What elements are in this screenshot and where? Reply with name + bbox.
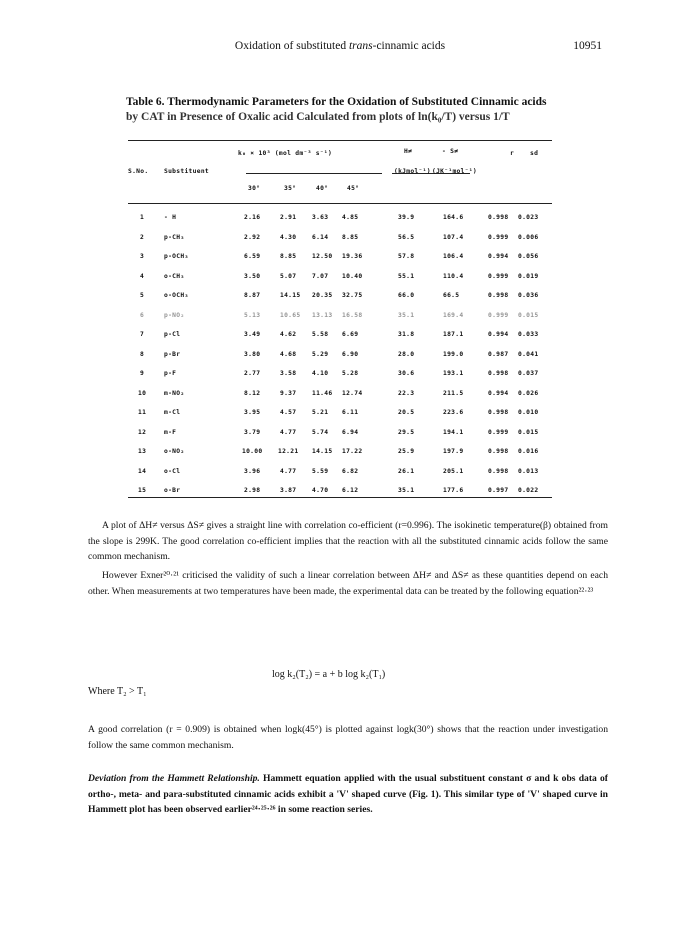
cell-sd: 0.016 xyxy=(518,448,539,455)
header-substituent: Substituent xyxy=(164,168,210,175)
cell-sd: 0.015 xyxy=(518,428,539,436)
cell-substituent: p-CH₃ xyxy=(164,233,185,241)
cell-k45: 19.36 xyxy=(342,253,363,260)
cell-substituent: m-Cl xyxy=(164,409,181,416)
paragraph-correlation xyxy=(88,722,608,753)
cell-k35: 4.77 xyxy=(280,428,297,436)
header-temp-30: 30° xyxy=(248,185,261,192)
cell-k35: 4.68 xyxy=(280,350,297,358)
cell-sno: 3 xyxy=(140,253,145,260)
cell-s: 164.6 xyxy=(443,214,464,221)
cell-r: 0.994 xyxy=(488,253,509,260)
cell-sno: 14 xyxy=(138,467,147,475)
running-header-suffix: -cinnamic acids xyxy=(372,40,446,52)
cell-substituent: o-CH₃ xyxy=(164,272,185,280)
cell-sd: 0.033 xyxy=(518,331,539,338)
paragraph-exner xyxy=(88,568,608,599)
cell-s: 193.1 xyxy=(443,370,464,377)
cell-sno: 1 xyxy=(140,214,145,221)
paragraph-2-text: However Exner²⁰·²¹ criticised the validity of such a linear correlation between ΔH≠ and ΔS≠ as these quantities depend on each other. When measurements at two temperatures have been made, the experimental data can be treated by the following equation²²·²³ xyxy=(88,570,608,597)
cell-r: 0.999 xyxy=(488,233,509,241)
cell-k30: 8.87 xyxy=(244,292,261,299)
header-temp-40: 40° xyxy=(316,185,329,192)
cell-k40: 5.59 xyxy=(312,467,329,475)
cell-r: 0.998 xyxy=(488,467,509,475)
header-k-group: k₀ × 10³ (mol dm⁻³ s⁻¹) xyxy=(238,150,333,157)
cell-substituent: p-F xyxy=(164,370,177,377)
cell-k40: 6.14 xyxy=(312,233,329,241)
cell-h: 39.9 xyxy=(398,214,415,221)
cell-k40: 5.21 xyxy=(312,409,329,416)
table-row xyxy=(128,351,552,365)
cell-k45: 6.69 xyxy=(342,331,359,338)
cell-k40: 4.70 xyxy=(312,487,329,494)
paragraph-isokinetic xyxy=(88,518,608,565)
cell-k45: 6.94 xyxy=(342,428,359,436)
cell-substituent: o-Br xyxy=(164,487,181,494)
cell-s: 205.1 xyxy=(443,467,464,475)
table-header-rule xyxy=(128,203,552,204)
cell-k30: 5.13 xyxy=(244,311,261,319)
cell-k45: 6.82 xyxy=(342,467,359,475)
cell-substituent: m-F xyxy=(164,428,177,436)
cell-h: 56.5 xyxy=(398,233,415,241)
cell-r: 0.998 xyxy=(488,448,509,455)
k-group-rule xyxy=(246,173,382,174)
cell-h: 35.1 xyxy=(398,311,415,319)
cell-k45: 8.85 xyxy=(342,233,359,241)
cell-r: 0.987 xyxy=(488,350,509,358)
cell-k30: 3.50 xyxy=(244,272,261,280)
paragraph-4 xyxy=(88,771,608,818)
table-row xyxy=(128,370,552,384)
cell-substituent: o-OCH₃ xyxy=(164,292,189,299)
cell-k35: 3.58 xyxy=(280,370,297,377)
cell-s: 107.4 xyxy=(443,233,464,241)
cell-sno: 7 xyxy=(140,331,145,338)
cell-sno: 6 xyxy=(140,311,145,319)
table-row xyxy=(128,214,552,228)
header-r: r xyxy=(510,150,515,157)
cell-k35: 10.65 xyxy=(280,311,301,319)
cell-k40: 13.13 xyxy=(312,311,333,319)
cell-substituent: p-Br xyxy=(164,350,181,358)
header-temp-45: 45° xyxy=(347,185,360,192)
table-row xyxy=(128,468,552,482)
table-row xyxy=(128,409,552,423)
cell-sd: 0.010 xyxy=(518,409,539,416)
cell-sd: 0.036 xyxy=(518,292,539,299)
cell-k45: 32.75 xyxy=(342,292,363,299)
cell-k35: 12.21 xyxy=(278,448,299,455)
cell-sd: 0.019 xyxy=(518,272,539,280)
header-h-unit: (kJmol⁻¹) xyxy=(394,168,431,175)
cell-s: 110.4 xyxy=(443,272,464,280)
cell-h: 25.9 xyxy=(398,448,415,455)
cell-k35: 4.57 xyxy=(280,409,297,416)
cell-k30: 8.12 xyxy=(244,389,261,397)
cell-k45: 6.12 xyxy=(342,487,359,494)
cell-sno: 5 xyxy=(140,292,145,299)
cell-r: 0.999 xyxy=(488,428,509,436)
cell-substituent: - H xyxy=(164,214,177,221)
cell-k45: 6.11 xyxy=(342,409,359,416)
cell-k30: 3.80 xyxy=(244,350,261,358)
cell-s: 66.5 xyxy=(443,292,460,299)
cell-k30: 2.98 xyxy=(244,487,261,494)
cell-s: 106.4 xyxy=(443,253,464,260)
cell-substituent: o-NO₂ xyxy=(164,448,185,455)
cell-sd: 0.023 xyxy=(518,214,539,221)
paragraph-4-body: Hammett equation applied with the usual substituent constant σ and k obs data of ortho-, meta- and para-substituted cinnamic acids exhibit a 'V' shaped curve (Fig. 1). This similar type of 'V' shaped curve in Hammett plot has been observed earlier²⁴·²⁵·²⁶ in some reaction series. xyxy=(88,773,609,815)
cell-sno: 11 xyxy=(138,409,147,416)
cell-s: 169.4 xyxy=(443,311,464,319)
cell-r: 0.998 xyxy=(488,409,509,416)
cell-k40: 5.29 xyxy=(312,350,329,358)
cell-sd: 0.022 xyxy=(518,487,539,494)
cell-k30: 3.96 xyxy=(244,467,261,475)
cell-k40: 4.10 xyxy=(312,370,329,377)
page-number: 10951 xyxy=(573,40,602,52)
cell-k40: 14.15 xyxy=(312,448,333,455)
cell-k45: 12.74 xyxy=(342,389,363,397)
cell-sno: 2 xyxy=(140,233,145,241)
header-s-unit: (JK⁻¹mol⁻¹) xyxy=(432,168,478,175)
cell-s: 199.0 xyxy=(443,350,464,358)
paragraph-4-heading: Deviation from the Hammett Relationship. xyxy=(88,773,260,784)
cell-sno: 9 xyxy=(140,370,145,377)
cell-sno: 4 xyxy=(140,272,145,280)
cell-k30: 6.59 xyxy=(244,253,261,260)
cell-k45: 6.90 xyxy=(342,350,359,358)
cell-k30: 3.49 xyxy=(244,331,261,338)
paragraph-1-text: A plot of ΔH≠ versus ΔS≠ gives a straight line with correlation co-efficient (r=0.996). The isokinetic temperature(β) obtained from the slope is 299K. The good correlation co-efficient implies that the reaction with all the substituted cinnamic acids follow the same common mechanism. xyxy=(88,520,608,562)
cell-k45: 5.28 xyxy=(342,370,359,377)
cell-sd: 0.006 xyxy=(518,233,539,241)
table-row xyxy=(128,292,552,306)
cell-substituent: p-OCH₃ xyxy=(164,253,189,260)
cell-r: 0.994 xyxy=(488,331,509,338)
table-row xyxy=(128,234,552,248)
table-row xyxy=(128,253,552,267)
header-sd: sd xyxy=(530,150,539,157)
cell-k30: 10.00 xyxy=(242,448,263,455)
cell-k40: 7.07 xyxy=(312,272,329,280)
cell-s: 223.6 xyxy=(443,409,464,416)
cell-k30: 2.16 xyxy=(244,214,261,221)
table-row xyxy=(128,487,552,501)
cell-sd: 0.015 xyxy=(518,311,539,319)
paragraph-3-text: A good correlation (r = 0.909) is obtained when logk(45°) is plotted against logk(30°) shows that the reaction under investigation follow the same common mechanism. xyxy=(88,724,608,751)
table-row xyxy=(128,273,552,287)
equation: log k₂(T₂) = a + b log k₂(T₁) xyxy=(272,669,386,680)
cell-s: 187.1 xyxy=(443,331,464,338)
cell-h: 57.8 xyxy=(398,253,415,260)
cell-k35: 5.07 xyxy=(280,272,297,280)
cell-k35: 4.62 xyxy=(280,331,297,338)
cell-k35: 3.87 xyxy=(280,487,297,494)
cell-h: 35.1 xyxy=(398,487,415,494)
header-sno: S.No. xyxy=(128,168,149,175)
cell-h: 30.6 xyxy=(398,370,415,377)
cell-s: 177.6 xyxy=(443,487,464,494)
table-top-rule xyxy=(128,140,552,141)
cell-s: 197.9 xyxy=(443,448,464,455)
header-s: - S≠ xyxy=(442,148,459,155)
table-row xyxy=(128,390,552,404)
cell-k35: 4.77 xyxy=(280,467,297,475)
running-header-italic: trans xyxy=(348,40,373,52)
cell-r: 0.998 xyxy=(488,214,509,221)
cell-k40: 3.63 xyxy=(312,214,329,221)
cell-h: 28.0 xyxy=(398,350,415,358)
table-row xyxy=(128,448,552,462)
cell-r: 0.998 xyxy=(488,292,509,299)
cell-k40: 5.58 xyxy=(312,331,329,338)
table-row xyxy=(128,429,552,443)
cell-r: 0.998 xyxy=(488,370,509,377)
cell-sd: 0.041 xyxy=(518,350,539,358)
cell-k30: 2.92 xyxy=(244,233,261,241)
cell-k30: 2.77 xyxy=(244,370,261,377)
cell-k35: 2.91 xyxy=(280,214,297,221)
cell-k30: 3.79 xyxy=(244,428,261,436)
table-caption: Table 6. Thermodynamic Parameters for the Oxidation of Substituted Cinnamic acids xyxy=(126,96,547,108)
cell-k40: 5.74 xyxy=(312,428,329,436)
cell-k30: 3.95 xyxy=(244,409,261,416)
cell-k40: 11.46 xyxy=(312,389,333,397)
cell-k45: 17.22 xyxy=(342,448,363,455)
cell-s: 211.5 xyxy=(443,389,464,397)
cell-r: 0.994 xyxy=(488,389,509,397)
cell-h: 66.0 xyxy=(398,292,415,299)
cell-substituent: p-Cl xyxy=(164,331,181,338)
cell-substituent: o-Cl xyxy=(164,467,181,475)
table-subcaption: by CAT in Presence of Oxalic acid Calculated from plots of ln(k₀/T) versus 1/T xyxy=(126,111,510,123)
cell-h: 22.3 xyxy=(398,389,415,397)
cell-k45: 10.40 xyxy=(342,272,363,280)
cell-h: 26.1 xyxy=(398,467,415,475)
cell-k40: 20.35 xyxy=(312,292,333,299)
cell-k35: 4.30 xyxy=(280,233,297,241)
cell-sd: 0.013 xyxy=(518,467,539,475)
cell-h: 29.5 xyxy=(398,428,415,436)
cell-k40: 12.50 xyxy=(312,253,333,260)
cell-r: 0.999 xyxy=(488,311,509,319)
cell-substituent: p-NO₂ xyxy=(164,311,185,319)
table-row xyxy=(128,312,552,326)
cell-k35: 8.85 xyxy=(280,253,297,260)
cell-r: 0.997 xyxy=(488,487,509,494)
paragraph-hammett xyxy=(88,771,608,818)
cell-sd: 0.056 xyxy=(518,253,539,260)
cell-k35: 9.37 xyxy=(280,389,297,397)
cell-k45: 4.85 xyxy=(342,214,359,221)
cell-h: 20.5 xyxy=(398,409,415,416)
running-header-prefix: Oxidation of substituted xyxy=(234,40,349,52)
cell-r: 0.999 xyxy=(488,272,509,280)
header-temp-35: 35° xyxy=(284,185,297,192)
cell-s: 194.1 xyxy=(443,428,464,436)
cell-sd: 0.037 xyxy=(518,370,539,377)
cell-sno: 12 xyxy=(138,428,147,436)
cell-k35: 14.15 xyxy=(280,292,301,299)
cell-k45: 16.58 xyxy=(342,311,363,319)
cell-sno: 8 xyxy=(140,350,145,358)
table-row xyxy=(128,331,552,345)
cell-h: 31.8 xyxy=(398,331,415,338)
cell-sno: 15 xyxy=(138,487,147,494)
cell-h: 55.1 xyxy=(398,272,415,280)
cell-sno: 10 xyxy=(138,389,147,397)
cell-substituent: m-NO₂ xyxy=(164,389,185,397)
cell-sno: 13 xyxy=(138,448,147,455)
where-clause: Where T₂ > T₁ xyxy=(88,686,147,697)
cell-sd: 0.026 xyxy=(518,389,539,397)
header-h: H≠ xyxy=(404,148,413,155)
